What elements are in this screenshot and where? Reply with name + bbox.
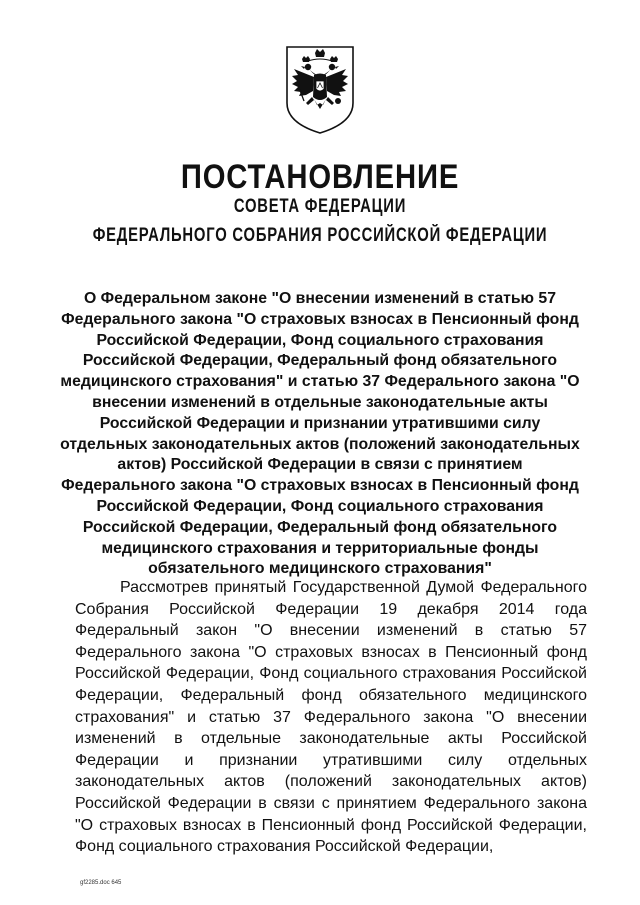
document-footer-code: gf2285.doc 645 <box>80 880 122 886</box>
document-subtitle-line1: СОВЕТА ФЕДЕРАЦИИ <box>233 196 407 217</box>
resolution-subject: О Федеральном законе "О внесении изменений в статью 57 Федерального закона "О страховых взносах в Пенсионный фонд Российской Федерации, Фонд социального страхования Российской Федерации, Федеральный фонд обязательного медицинского страхования" и статью 37 Федерального закона "О внесении изменений в отдельные законодательные акты Российской Федерации и признании утратившими силу отдельных законодательных актов (положений законодательных актов) Российской Федерации в связи с принятием Федерального закона "О страховых взносах в Пенсионный фонд Российской Федерации, Фонд социального страхования Российской Федерации, Федеральный фонд обязательного медицинского страхования и территориальные фонды обязательного медицинского страхования" <box>60 290 580 578</box>
coat-of-arms-icon <box>284 45 356 135</box>
document-title: ПОСТАНОВЛЕНИЕ <box>180 158 460 196</box>
body-paragraph: Рассмотрев принятый Государственной Думой Федерального Собрания Российской Федерации 19 декабря 2014 года Федеральный закон "О внесении изменений в статью 57 Федерального закона "О страховых взносах в Пенсионный фонд Российской Федерации, Фонд социального страхования Российской Федерации, Федеральный фонд обязательного медицинского страхования" и статью 37 Федерального закона "О внесении изменений в отдельные законодательные акты Российской Федерации и признании утратившими силу отдельных законодательных актов (положений законодательных актов) Российской Федерации в связи с принятием Федерального закона "О страховых взносах в Пенсионный фонд Российской Федерации, Фонд социального страхования Российской Федерации, <box>75 579 587 856</box>
document-subtitle-line2: ФЕДЕРАЛЬНОГО СОБРАНИЯ РОССИЙСКОЙ ФЕДЕРАЦИИ <box>92 225 548 246</box>
